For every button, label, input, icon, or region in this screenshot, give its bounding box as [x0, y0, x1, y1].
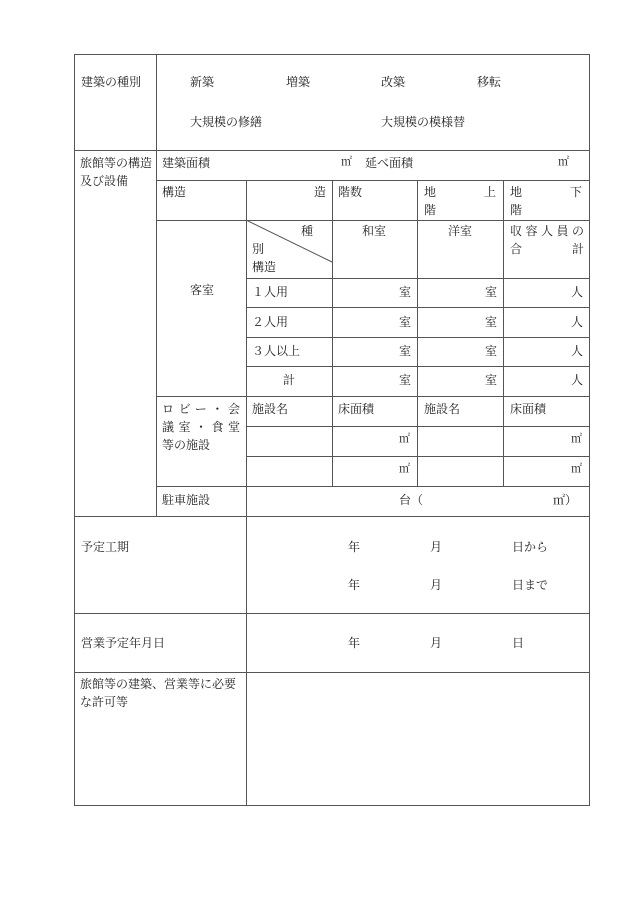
floors-label: 階数 — [338, 185, 363, 199]
permits-label: 旅館等の建築、営業等に必要な許可等 — [80, 677, 237, 709]
diag-header-structure: 構造 — [252, 260, 277, 274]
option-new-construction: 新築 — [190, 75, 215, 89]
parking-count-unit: 台（ — [399, 493, 424, 507]
option-major-repair: 大規模の修繕 — [190, 115, 263, 129]
h-facility-1 — [246, 456, 590, 457]
building-area-label: 建築面積 — [162, 156, 211, 170]
below-ground-floors: 地 下 階 — [510, 185, 582, 217]
schedule-label: 予定工期 — [81, 540, 130, 554]
parking-label: 駐車施設 — [162, 493, 211, 507]
floor-area-unit: ㎡ — [558, 155, 569, 168]
schedule-to-month: 月 — [430, 578, 443, 592]
border-left — [74, 54, 75, 806]
v-col-d — [417, 180, 418, 486]
room-row-2-western: 室 — [485, 315, 498, 329]
h-facility-header — [246, 426, 590, 427]
structure-label: 構造 — [162, 185, 187, 199]
facility-2-area-unit-a: ㎡ — [399, 462, 410, 475]
room-row-1-japanese: 室 — [399, 285, 412, 299]
rooms-label: 客室 — [190, 283, 215, 297]
schedule-from-month: 月 — [430, 540, 443, 554]
parking-area-unit: ㎡） — [553, 493, 578, 507]
room-total-capacity: 人 — [571, 373, 584, 387]
room-row-2-japanese: 室 — [399, 315, 412, 329]
h-facilities-end — [156, 486, 590, 487]
col-header-japanese: 和室 — [362, 224, 387, 238]
option-extension: 増築 — [286, 75, 311, 89]
divider-building-type — [74, 150, 590, 151]
v-lower-label-col — [246, 516, 247, 806]
h-room-3 — [246, 366, 590, 367]
opening-year: 年 — [348, 636, 361, 650]
divider-schedule — [74, 613, 590, 614]
room-row-3-japanese: 室 — [399, 344, 412, 358]
col-header-western: 洋室 — [448, 224, 473, 238]
h-area-row — [156, 180, 590, 181]
border-bottom — [74, 805, 590, 806]
option-major-remodel: 大規模の模様替 — [381, 115, 466, 129]
diag-header-type: 種 別 — [252, 224, 314, 256]
option-reconstruction: 改築 — [381, 75, 406, 89]
building-type-label: 建築の種別 — [81, 75, 142, 89]
schedule-from-day: 日から — [512, 540, 549, 554]
room-total-japanese: 室 — [399, 373, 412, 387]
h-room-2 — [246, 337, 590, 338]
schedule-from-year: 年 — [348, 540, 361, 554]
structure-suffix: 造 — [314, 185, 327, 199]
room-row-3-label: ３人以上 — [252, 344, 301, 358]
facility-name-header-2: 施設名 — [424, 402, 461, 416]
h-structure-row — [156, 220, 590, 221]
floor-area-label: 延べ面積 — [365, 156, 414, 170]
room-row-3-capacity: 人 — [571, 344, 584, 358]
facility-2-area-unit-b: ㎡ — [571, 462, 582, 475]
room-row-1-label: １人用 — [252, 285, 289, 299]
structure-section-label: 旅館等の構造及び設備 — [80, 156, 153, 188]
opening-date-label: 営業予定年月日 — [81, 636, 166, 650]
schedule-to-day: 日まで — [512, 578, 549, 592]
facility-1-area-unit-b: ㎡ — [571, 432, 582, 445]
col-header-capacity: 収容人員の 合計 — [510, 224, 584, 256]
building-area-unit: ㎡ — [341, 155, 352, 168]
floor-area-header-2: 床面積 — [510, 402, 547, 416]
h-room-1 — [246, 307, 590, 308]
v-col-c-lower — [332, 278, 333, 486]
border-right — [589, 54, 590, 806]
room-row-3-western: 室 — [485, 344, 498, 358]
divider-structure — [74, 516, 590, 517]
schedule-to-year: 年 — [348, 578, 361, 592]
divider-opening — [74, 672, 590, 673]
facilities-label: ロビー・会 議室・食堂 等の施設 — [162, 402, 240, 452]
room-row-2-label: ２人用 — [252, 315, 289, 329]
floor-area-header-1: 床面積 — [338, 402, 375, 416]
room-row-1-western: 室 — [485, 285, 498, 299]
v-label-col — [156, 54, 157, 517]
opening-month: 月 — [430, 636, 443, 650]
facility-1-area-unit-a: ㎡ — [399, 432, 410, 445]
option-relocation: 移転 — [477, 75, 502, 89]
above-ground-floors: 地 上 階 — [424, 185, 496, 217]
facility-name-header-1: 施設名 — [252, 402, 289, 416]
border-top — [74, 54, 590, 55]
room-row-2-capacity: 人 — [571, 315, 584, 329]
room-total-western: 室 — [485, 373, 498, 387]
opening-day: 日 — [512, 636, 525, 650]
h-rooms-end — [156, 396, 590, 397]
v-col-e — [503, 180, 504, 486]
room-row-1-capacity: 人 — [571, 285, 584, 299]
room-total-label: 計 — [283, 373, 296, 387]
